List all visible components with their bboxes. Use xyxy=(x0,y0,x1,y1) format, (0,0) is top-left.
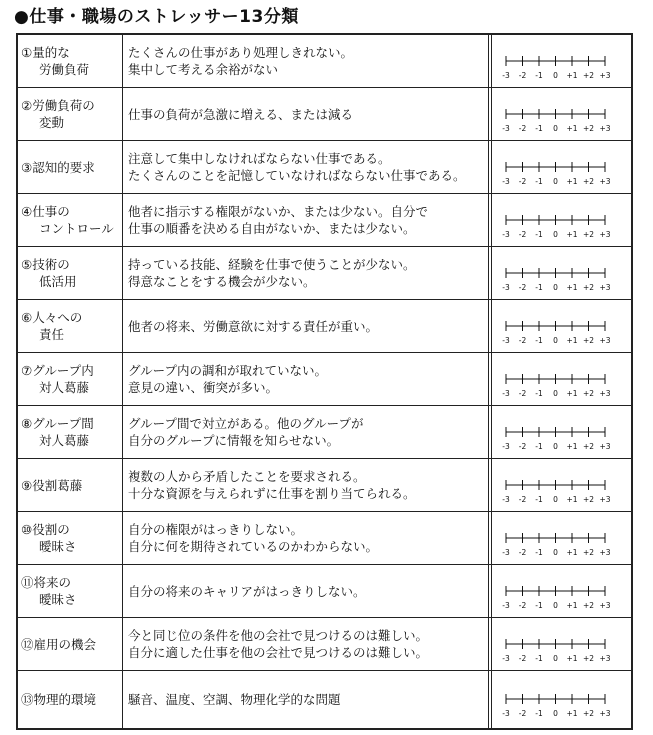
rating-scale[interactable] xyxy=(492,194,631,246)
scale-tick-label: -2 xyxy=(518,601,527,610)
scale-tick-label: 0 xyxy=(553,654,558,663)
description-line: 自分のグループに情報を知らせない。 xyxy=(128,433,340,448)
scale-tick-label: -1 xyxy=(535,124,543,133)
scale-tick-label: 0 xyxy=(553,177,558,186)
stressor-label-line: 曖昧さ xyxy=(39,592,77,607)
scale-tick-label: +2 xyxy=(582,601,595,610)
scale-tick-label: +3 xyxy=(599,283,611,292)
scale-tick-label: -2 xyxy=(518,124,527,133)
scale-tick-label: +2 xyxy=(582,654,595,663)
scale-tick-label: -1 xyxy=(535,336,543,345)
scale-tick-label: -1 xyxy=(535,442,543,451)
stressor-label-line: ⑧グループ間 xyxy=(21,416,94,431)
rating-scale[interactable] xyxy=(492,300,631,352)
stressor-label xyxy=(18,671,123,728)
scale-tick-label: -3 xyxy=(502,654,510,663)
rating-scale[interactable] xyxy=(492,88,631,140)
scale-tick-label: 0 xyxy=(553,442,558,451)
scale-tick-label: +1 xyxy=(566,283,578,292)
scale-tick-label: +1 xyxy=(566,177,578,186)
scale-tick-label: +3 xyxy=(599,336,611,345)
scale-tick-label: -2 xyxy=(518,548,527,557)
scale-tick-label: 0 xyxy=(553,495,558,504)
scale-tick-label: -1 xyxy=(535,548,543,557)
stressor-description xyxy=(123,300,489,352)
rating-scale-graphic xyxy=(492,459,631,512)
scale-tick-label: 0 xyxy=(553,336,558,345)
scale-tick-label: +3 xyxy=(599,654,611,663)
scale-tick-label: -3 xyxy=(502,709,510,718)
scale-tick-label: +1 xyxy=(566,709,578,718)
description-line: 他者に指示する権限がないか、または少ない。自分で xyxy=(128,204,429,219)
stressor-label-line: ⑫雇用の機会 xyxy=(21,636,97,652)
stressor-label-line: ⑨役割葛藤 xyxy=(21,477,83,493)
table-row xyxy=(18,194,631,247)
scale-tick-label: 0 xyxy=(553,709,558,718)
stressor-label xyxy=(18,512,123,564)
stressor-label xyxy=(18,565,123,617)
scale-tick-label: +2 xyxy=(582,336,595,345)
scale-tick-label: 0 xyxy=(553,389,558,398)
rating-scale-graphic xyxy=(492,565,631,618)
stressor-description xyxy=(123,618,489,670)
scale-tick-label: +3 xyxy=(599,601,611,610)
table-row xyxy=(18,565,631,618)
scale-tick-label: -3 xyxy=(502,495,510,504)
rating-scale[interactable] xyxy=(492,353,631,405)
stressor-description xyxy=(123,141,489,193)
stressor-description xyxy=(123,459,489,511)
stressor-label xyxy=(18,618,123,670)
description-line: 自分に何を期待されているのかわからない。 xyxy=(128,539,379,554)
rating-scale-graphic xyxy=(492,353,631,406)
scale-tick-label: +1 xyxy=(566,442,578,451)
scale-tick-label: -1 xyxy=(535,601,543,610)
stressor-label xyxy=(18,88,123,140)
scale-tick-label: +2 xyxy=(582,124,595,133)
scale-tick-label: -1 xyxy=(535,71,543,80)
rating-scale-graphic xyxy=(492,35,631,88)
scale-tick-label: +3 xyxy=(599,709,611,718)
scale-tick-label: +1 xyxy=(566,548,578,557)
rating-scale[interactable] xyxy=(492,671,631,728)
scale-tick-label: +1 xyxy=(566,71,578,80)
scale-tick-label: -3 xyxy=(502,336,510,345)
scale-tick-label: -1 xyxy=(535,389,543,398)
description-line: 今と同じ位の条件を他の会社で見つけるのは難しい。 xyxy=(128,628,429,643)
rating-scale[interactable] xyxy=(492,141,631,193)
scale-tick-label: 0 xyxy=(553,601,558,610)
stressor-label-line: 変動 xyxy=(39,115,65,130)
scale-tick-label: -2 xyxy=(518,230,527,239)
stressor-description xyxy=(123,88,489,140)
stressor-label-line: ⑥人々への xyxy=(21,310,83,325)
scale-tick-label: -2 xyxy=(518,389,527,398)
scale-tick-label: -2 xyxy=(518,442,527,451)
scale-tick-label: +2 xyxy=(582,548,595,557)
scale-tick-label: +3 xyxy=(599,548,611,557)
stressor-label-line: 対人葛藤 xyxy=(39,380,90,395)
rating-scale-graphic xyxy=(492,141,631,194)
description-line: 十分な資源を与えられずに仕事を割り当てられる。 xyxy=(128,486,416,501)
rating-scale-graphic xyxy=(492,194,631,247)
scale-tick-label: -3 xyxy=(502,601,510,610)
table-row xyxy=(18,141,631,194)
description-line: たくさんのことを記憶していなければならない仕事である。 xyxy=(128,168,466,183)
scale-tick-label: 0 xyxy=(553,124,558,133)
scale-tick-label: -1 xyxy=(535,495,543,504)
scale-tick-label: 0 xyxy=(553,230,558,239)
scale-tick-label: -2 xyxy=(518,283,527,292)
scale-tick-label: +2 xyxy=(582,709,595,718)
stressor-label-line: ①量的な xyxy=(21,45,70,60)
stressor-description xyxy=(123,247,489,299)
scale-tick-label: 0 xyxy=(553,71,558,80)
scale-tick-label: -2 xyxy=(518,71,527,80)
scale-tick-label: -1 xyxy=(535,709,543,718)
stressor-label-line: ⑬物理的環境 xyxy=(21,692,97,707)
description-line: 持っている技能、経験を仕事で使うことが少ない。 xyxy=(128,257,416,272)
scale-tick-label: +3 xyxy=(599,177,611,186)
stressor-description xyxy=(123,512,489,564)
scale-tick-label: -3 xyxy=(502,177,510,186)
description-line: 得意なことをする機会が少ない。 xyxy=(128,274,316,289)
stressor-label-line: ⑩役割の xyxy=(21,522,70,537)
scale-tick-label: -1 xyxy=(535,654,543,663)
stressor-label xyxy=(18,459,123,511)
stressor-description xyxy=(123,406,489,458)
scale-tick-label: -1 xyxy=(535,283,543,292)
scale-tick-label: +1 xyxy=(566,230,578,239)
scale-tick-label: +2 xyxy=(582,71,595,80)
description-line: 注意して集中しなければならない仕事である。 xyxy=(128,151,391,166)
scale-tick-label: +1 xyxy=(566,389,578,398)
description-line: 集中して考える余裕がない xyxy=(128,62,279,77)
rating-scale[interactable] xyxy=(492,247,631,299)
rating-scale-graphic xyxy=(492,618,631,671)
scale-tick-label: -2 xyxy=(518,177,527,186)
stressor-label-line: 曖昧さ xyxy=(39,539,77,554)
scale-tick-label: +3 xyxy=(599,230,611,239)
scale-tick-label: +3 xyxy=(599,71,611,80)
scale-tick-label: -3 xyxy=(502,71,510,80)
description-line: グループ内の調和が取れていない。 xyxy=(128,363,328,378)
scale-tick-label: +2 xyxy=(582,389,595,398)
rating-scale-graphic xyxy=(492,88,631,141)
table-row xyxy=(18,300,631,353)
scale-tick-label: +1 xyxy=(566,654,578,663)
stressor-label xyxy=(18,247,123,299)
scale-tick-label: -3 xyxy=(502,442,510,451)
stressor-label-line: ④仕事の xyxy=(21,204,70,219)
stressor-description xyxy=(123,353,489,405)
table-row xyxy=(18,406,631,459)
table-row xyxy=(18,247,631,300)
description-line: 意見の違い、衝突が多い。 xyxy=(128,380,279,395)
description-line: 他者の将来、労働意欲に対する責任が重い。 xyxy=(128,318,379,334)
description-line: 自分の将来のキャリアがはっきりしない。 xyxy=(128,583,366,599)
scale-tick-label: -1 xyxy=(535,177,543,186)
description-line: 仕事の負荷が急激に増える、または減る xyxy=(128,106,354,122)
stressor-description xyxy=(123,671,489,728)
description-line: たくさんの仕事があり処理しきれない。 xyxy=(128,45,354,60)
rating-scale[interactable] xyxy=(492,618,631,670)
rating-scale-graphic xyxy=(492,247,631,300)
scale-tick-label: +2 xyxy=(582,230,595,239)
stressor-label-line: コントロール xyxy=(39,221,114,236)
table-row xyxy=(18,353,631,406)
stressor-label xyxy=(18,194,123,246)
scale-tick-label: +2 xyxy=(582,442,595,451)
stressor-label xyxy=(18,406,123,458)
page-title: ●仕事・職場のストレッサー13分類 xyxy=(14,7,299,27)
stressor-label-line: ③認知的要求 xyxy=(21,159,95,175)
rating-scale-graphic xyxy=(492,300,631,353)
scale-tick-label: +2 xyxy=(582,495,595,504)
scale-tick-label: 0 xyxy=(553,548,558,557)
scale-tick-label: -3 xyxy=(502,389,510,398)
rating-scale[interactable] xyxy=(492,565,631,617)
scale-tick-label: +3 xyxy=(599,495,611,504)
stressor-label xyxy=(18,141,123,193)
description-line: 自分に適した仕事を他の会社で見つけるのは難しい。 xyxy=(128,645,429,660)
stressor-label-line: 労働負荷 xyxy=(39,62,90,77)
scale-tick-label: -1 xyxy=(535,230,543,239)
rating-scale[interactable] xyxy=(492,512,631,564)
description-line: 騒音、温度、空調、物理化学的な問題 xyxy=(128,692,341,707)
scale-tick-label: -2 xyxy=(518,709,527,718)
scale-tick-label: -2 xyxy=(518,495,527,504)
scale-tick-label: -3 xyxy=(502,548,510,557)
scale-tick-label: +3 xyxy=(599,389,611,398)
stressor-label-line: ⑦グループ内 xyxy=(21,363,94,378)
scale-tick-label: -3 xyxy=(502,230,510,239)
scale-tick-label: +2 xyxy=(582,177,595,186)
table-row xyxy=(18,618,631,671)
scale-tick-label: +1 xyxy=(566,601,578,610)
scale-tick-label: -3 xyxy=(502,124,510,133)
stressor-label-line: ②労働負荷の xyxy=(21,98,95,113)
rating-scale-graphic xyxy=(492,512,631,565)
rating-scale[interactable] xyxy=(492,459,631,511)
scale-tick-label: -3 xyxy=(502,283,510,292)
rating-scale-graphic xyxy=(492,406,631,459)
table-row xyxy=(18,88,631,141)
scale-tick-label: +3 xyxy=(599,442,611,451)
stressor-description xyxy=(123,565,489,617)
scale-tick-label: +1 xyxy=(566,495,578,504)
stressor-label-line: 責任 xyxy=(39,327,65,342)
scale-tick-label: +1 xyxy=(566,124,578,133)
description-line: 自分の権限がはっきりしない。 xyxy=(128,522,304,537)
scale-tick-label: +1 xyxy=(566,336,578,345)
table-row xyxy=(18,671,631,728)
stressor-label-line: 低活用 xyxy=(39,274,77,289)
rating-scale[interactable] xyxy=(492,406,631,458)
stressor-label xyxy=(18,300,123,352)
description-line: グループ間で対立がある。他のグループが xyxy=(128,416,364,431)
scale-tick-label: 0 xyxy=(553,283,558,292)
stressor-description xyxy=(123,35,489,87)
rating-scale[interactable] xyxy=(492,35,631,87)
stressor-label-line: ⑤技術の xyxy=(21,257,70,272)
rating-scale-graphic xyxy=(492,671,631,728)
table-row xyxy=(18,35,631,88)
stressor-table xyxy=(16,33,633,730)
table-row xyxy=(18,512,631,565)
stressor-label-line: ⑪将来の xyxy=(21,575,72,590)
scale-tick-label: +2 xyxy=(582,283,595,292)
description-line: 複数の人から矛盾したことを要求される。 xyxy=(128,469,366,484)
scale-tick-label: +3 xyxy=(599,124,611,133)
scale-tick-label: -2 xyxy=(518,336,527,345)
stressor-description xyxy=(123,194,489,246)
stressor-label-line: 対人葛藤 xyxy=(39,433,90,448)
scale-tick-label: -2 xyxy=(518,654,527,663)
table-row xyxy=(18,459,631,512)
stressor-label xyxy=(18,35,123,87)
description-line: 仕事の順番を決める自由がないか、または少ない。 xyxy=(128,221,416,236)
stressor-label xyxy=(18,353,123,405)
